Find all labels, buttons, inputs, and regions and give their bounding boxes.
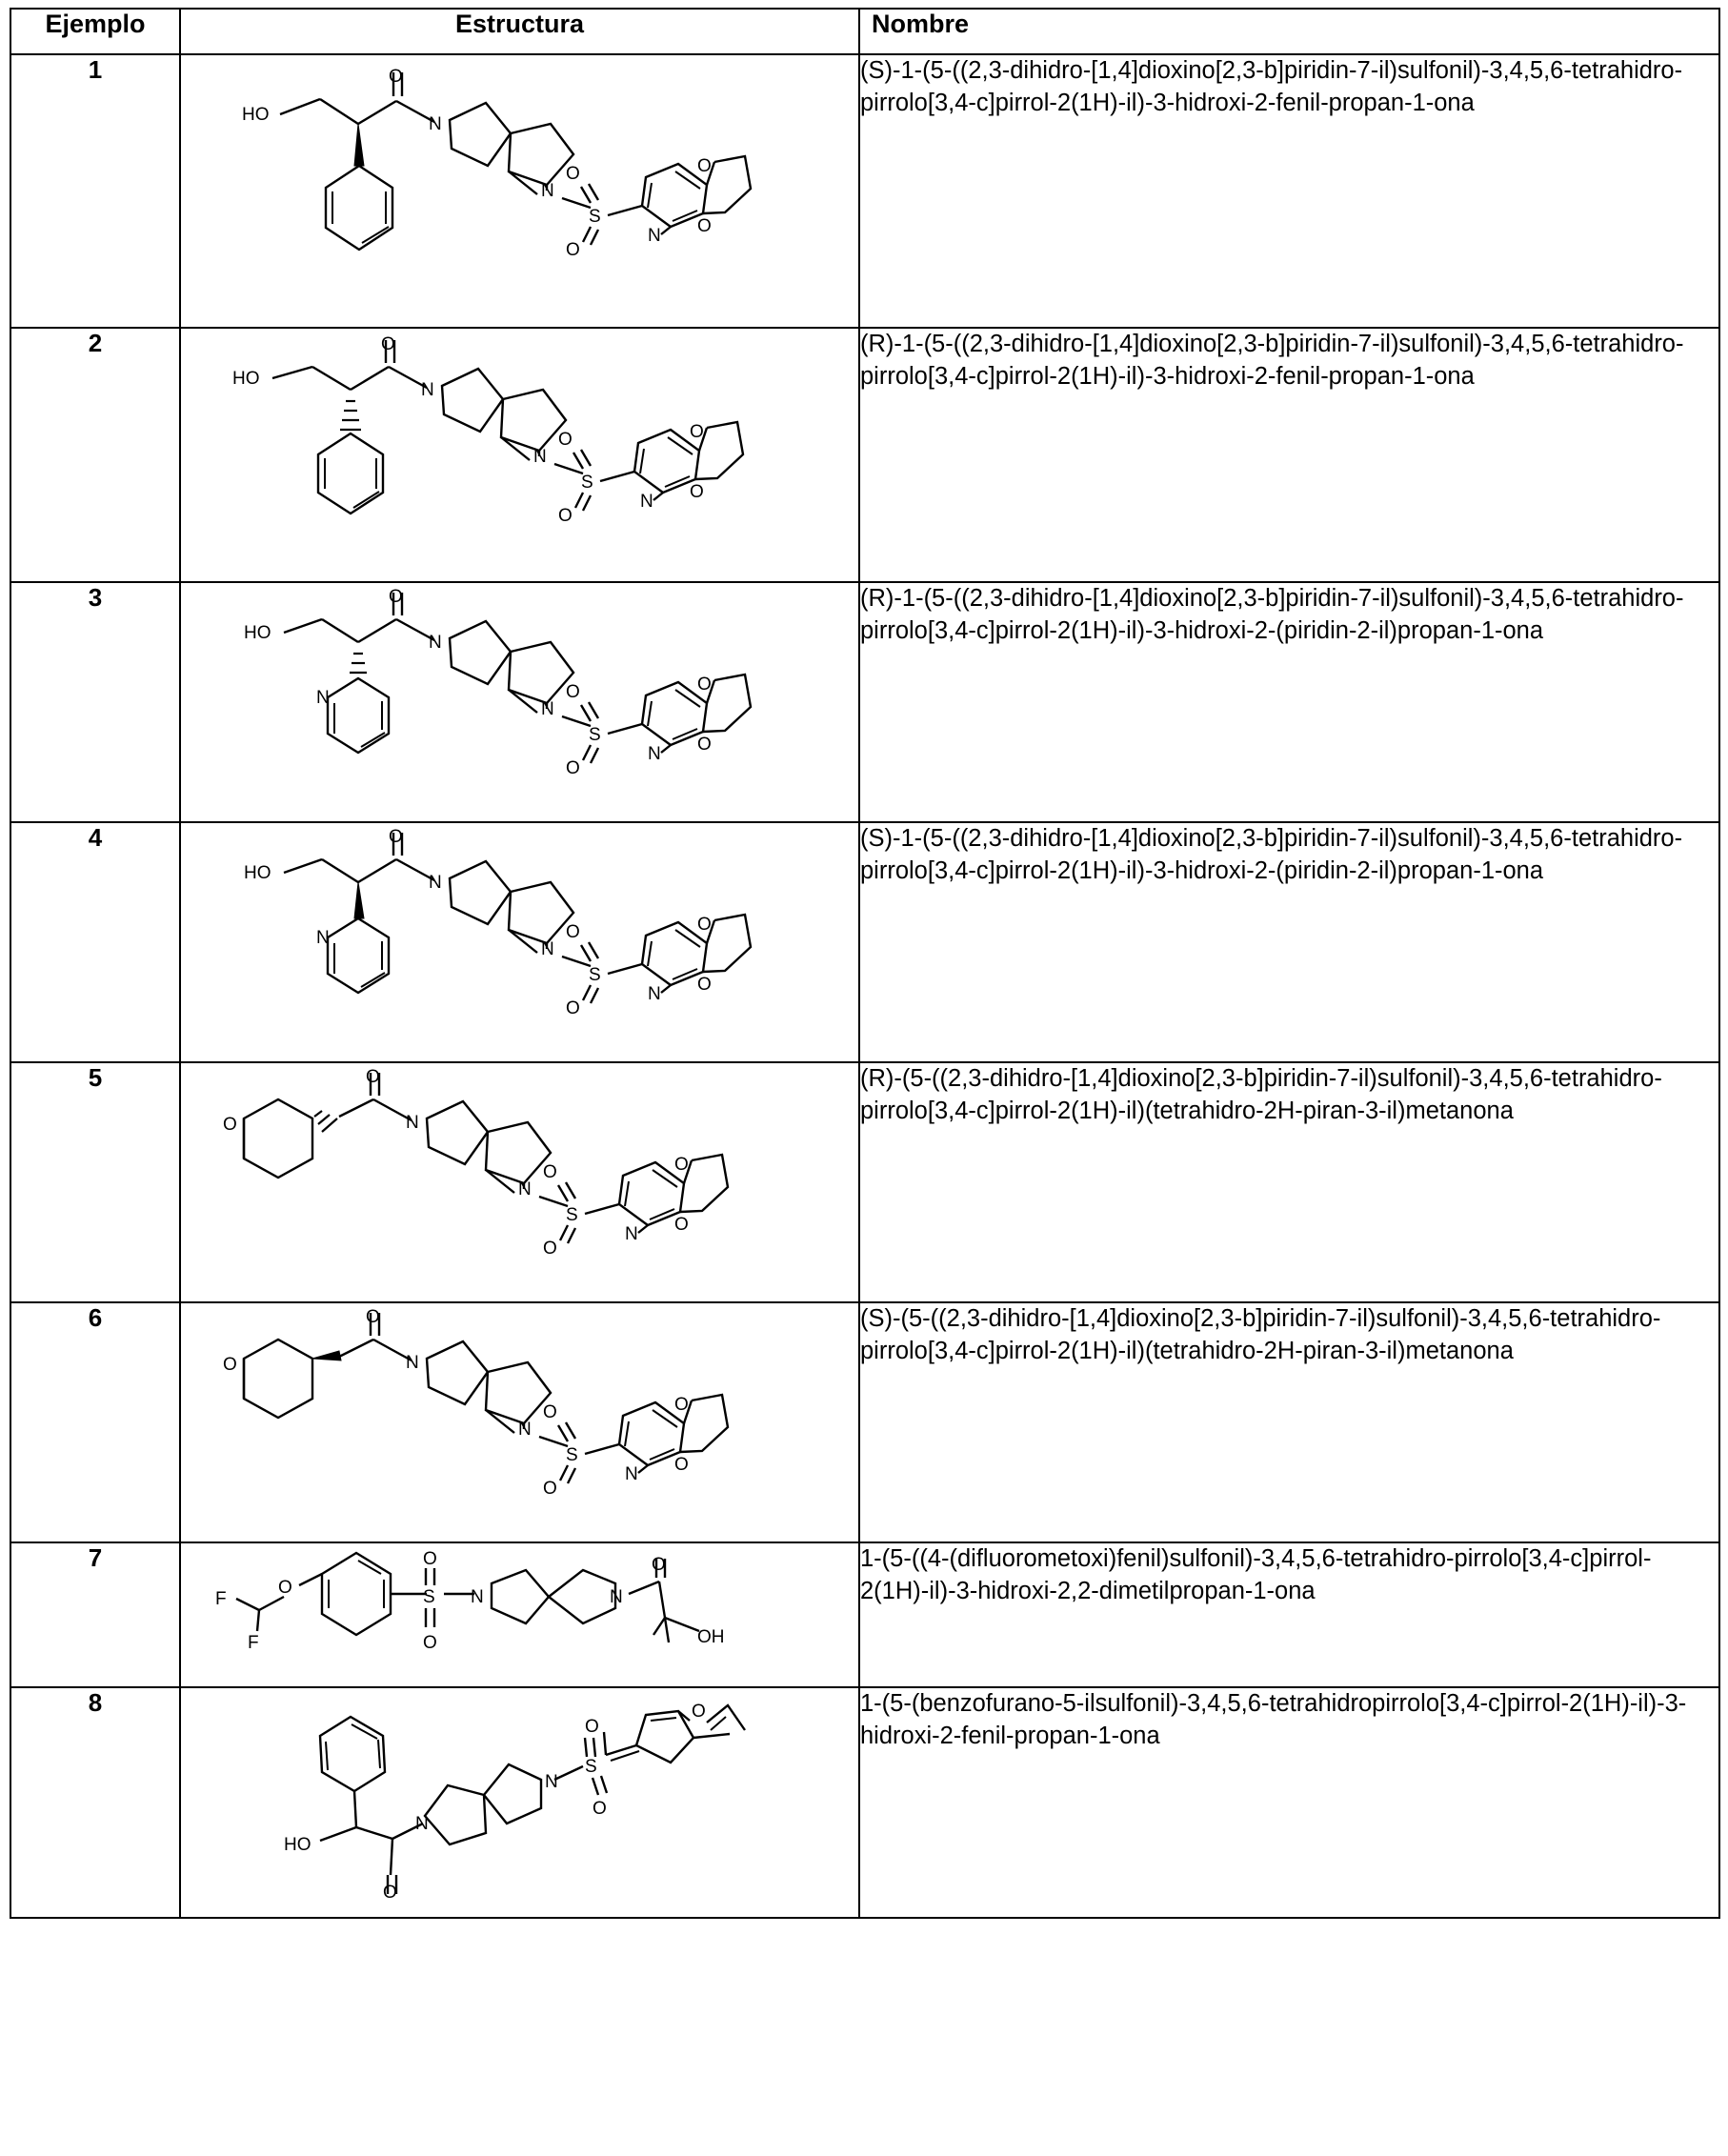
cell-nombre: (S)-1-(5-((2,3-dihidro-[1,4]dioxino[2,3-b]piridin-7-il)sulfonil)-3,4,5,6-tetrahidro-pirrolo[3,4-c]pirrol-2(1H)-il)-3-hidroxi-2-fenil-propan-1-ona <box>859 54 1719 328</box>
atom-label-n-pyridine: N <box>647 744 661 764</box>
atom-label-s: S <box>588 207 601 227</box>
atom-label-o-ring2: O <box>673 1215 689 1235</box>
cell-estructura <box>180 1687 859 1918</box>
atom-label-n1: N <box>428 114 442 134</box>
structure-diagram-4 <box>181 823 858 1061</box>
structure-diagram-2 <box>181 329 858 581</box>
cell-estructura <box>180 582 859 822</box>
stereo-hash <box>314 1111 337 1132</box>
cell-estructura <box>180 328 859 582</box>
atom-label-n-pyridine: N <box>639 492 653 512</box>
atom-label-s: S <box>584 1757 597 1777</box>
table-row <box>10 1542 1719 1687</box>
atom-label-o-ring1: O <box>696 915 712 935</box>
molecule-svg <box>206 1543 834 1686</box>
atom-label-o-s2: O <box>542 1239 557 1259</box>
atom-label-o-ring2: O <box>696 735 712 755</box>
atom-label-n1: N <box>405 1113 419 1133</box>
cell-nombre: (R)-1-(5-((2,3-dihidro-[1,4]dioxino[2,3-b]piridin-7-il)sulfonil)-3,4,5,6-tetrahidro-pirrolo[3,4-c]pirrol-2(1H)-il)-3-hidroxi-2-fenil-propan-1-ona <box>859 328 1719 582</box>
atom-label-o-s2: O <box>542 1479 557 1499</box>
header-nombre: Nombre <box>859 9 1719 54</box>
atom-label-o-s2: O <box>565 240 580 260</box>
atom-label-n-py-left: N <box>315 688 330 708</box>
atom-label-f2: F <box>247 1633 259 1653</box>
atom-label-n-pyridine: N <box>647 226 661 246</box>
atom-label-n1: N <box>428 873 442 893</box>
cell-nombre: (S)-1-(5-((2,3-dihidro-[1,4]dioxino[2,3-b]piridin-7-il)sulfonil)-3,4,5,6-tetrahidro-pirrolo[3,4-c]pirrol-2(1H)-il)-3-hidroxi-2-(piridin-2-il)propan-1-ona <box>859 822 1719 1062</box>
header-estructura: Estructura <box>180 9 859 54</box>
stereo-hash <box>350 654 367 673</box>
cell-nombre: (S)-(5-((2,3-dihidro-[1,4]dioxino[2,3-b]piridin-7-il)sulfonil)-3,4,5,6-tetrahidro-pirrolo[3,4-c]pirrol-2(1H)-il)(tetrahidro-2H-piran-3-il)metanona <box>859 1302 1719 1542</box>
cell-nombre: (R)-(5-((2,3-dihidro-[1,4]dioxino[2,3-b]piridin-7-il)sulfonil)-3,4,5,6-tetrahidro-pirrolo[3,4-c]pirrol-2(1H)-il)(tetrahidro-2H-piran-3-il)metanona <box>859 1062 1719 1302</box>
atom-label-ho: HO <box>243 623 271 643</box>
atom-label-n-pyridine: N <box>624 1464 638 1484</box>
atom-label-o-ring1: O <box>696 156 712 176</box>
cell-estructura <box>180 1062 859 1302</box>
atom-label-s: S <box>588 725 601 745</box>
molecule-svg <box>206 583 834 821</box>
atom-label-s: S <box>422 1587 435 1607</box>
cell-ejemplo: 1 <box>10 54 180 328</box>
atom-label-o-s1: O <box>422 1549 437 1569</box>
atom-label-o-carbonyl: O <box>388 827 403 847</box>
atom-label-n2: N <box>532 447 547 467</box>
atom-label-o-carbonyl: O <box>388 67 403 87</box>
atom-label-n1: N <box>420 380 434 400</box>
table-row <box>10 822 1719 1062</box>
atom-label-o-s2: O <box>592 1799 607 1819</box>
atom-label-o-ether: O <box>277 1578 292 1598</box>
cell-nombre: 1-(5-((4-(difluorometoxi)fenil)sulfonil)-3,4,5,6-tetrahidro-pirrolo[3,4-c]pirrol-2(1H)-il)-3-hidroxi-2,2-dimetilpropan-1-ona <box>859 1542 1719 1687</box>
atom-label-n-py-left: N <box>315 928 330 948</box>
atom-label-n2: N <box>544 1772 558 1792</box>
atom-label-o-ring1: O <box>696 675 712 695</box>
atom-label-n1: N <box>470 1587 484 1607</box>
atom-label-o-s2: O <box>565 758 580 778</box>
atom-label-o-s1: O <box>557 430 573 450</box>
atom-label-o-s1: O <box>565 922 580 942</box>
structure-diagram-3 <box>181 583 858 821</box>
table-row <box>10 328 1719 582</box>
cell-ejemplo: 2 <box>10 328 180 582</box>
atom-label-s: S <box>565 1205 578 1225</box>
table-row <box>10 582 1719 822</box>
cell-nombre: (R)-1-(5-((2,3-dihidro-[1,4]dioxino[2,3-b]piridin-7-il)sulfonil)-3,4,5,6-tetrahidro-pirrolo[3,4-c]pirrol-2(1H)-il)-3-hidroxi-2-(piridin-2-il)propan-1-ona <box>859 582 1719 822</box>
atom-label-n1: N <box>405 1353 419 1373</box>
atom-label-ho: HO <box>243 863 271 883</box>
atom-label-ho: HO <box>231 369 259 389</box>
compound-table <box>10 8 1720 1919</box>
molecule-svg <box>206 1688 834 1917</box>
atom-label-o-carbonyl: O <box>380 334 395 354</box>
atom-label-o-s2: O <box>422 1633 437 1653</box>
cell-ejemplo: 4 <box>10 822 180 1062</box>
atom-label-o-s2: O <box>557 506 573 526</box>
atom-label-n2: N <box>517 1179 532 1199</box>
atom-label-n2: N <box>540 699 554 719</box>
table-row <box>10 1302 1719 1542</box>
atom-label-o-carbonyl: O <box>365 1067 380 1087</box>
atom-label-f1: F <box>214 1589 227 1609</box>
table-header-row <box>10 9 1719 54</box>
atom-label-o-ring2: O <box>696 975 712 995</box>
table-row <box>10 1687 1719 1918</box>
structure-diagram-8 <box>181 1688 858 1917</box>
table-row <box>10 54 1719 328</box>
atom-label-o-s1: O <box>542 1402 557 1422</box>
atom-label-o-s1: O <box>542 1162 557 1182</box>
atom-label-n2: N <box>540 939 554 959</box>
stereo-hash <box>340 401 361 430</box>
cell-estructura <box>180 54 859 328</box>
molecule-svg <box>206 55 834 327</box>
atom-label-o-s2: O <box>565 998 580 1018</box>
cell-estructura <box>180 1302 859 1542</box>
table-body <box>10 54 1719 1918</box>
cell-estructura <box>180 1542 859 1687</box>
atom-label-n1: N <box>414 1814 429 1834</box>
structure-diagram-6 <box>181 1303 858 1541</box>
atom-label-o-ring1: O <box>689 422 704 442</box>
atom-label-o-ring1: O <box>673 1155 689 1175</box>
atom-label-n2: N <box>609 1587 623 1607</box>
cell-ejemplo: 3 <box>10 582 180 822</box>
table-row <box>10 1062 1719 1302</box>
cell-ejemplo: 6 <box>10 1302 180 1542</box>
cell-ejemplo: 7 <box>10 1542 180 1687</box>
atom-label-n-pyridine: N <box>624 1224 638 1244</box>
cell-ejemplo: 5 <box>10 1062 180 1302</box>
structure-diagram-1 <box>181 55 858 327</box>
molecule-svg <box>206 1063 834 1301</box>
atom-label-o-pyran: O <box>222 1355 237 1375</box>
atom-label-ho: HO <box>241 105 269 125</box>
atom-label-s: S <box>580 473 593 493</box>
atom-label-o-ring1: O <box>673 1395 689 1415</box>
atom-label-s: S <box>565 1445 578 1465</box>
atom-label-o-carbonyl: O <box>365 1307 380 1327</box>
table-header <box>10 9 1719 54</box>
structure-diagram-5 <box>181 1063 858 1301</box>
molecule-svg <box>206 1303 834 1541</box>
atom-label-n2: N <box>517 1420 532 1440</box>
atom-label-ho: HO <box>283 1835 311 1855</box>
atom-label-s: S <box>588 965 601 985</box>
atom-label-o-s1: O <box>565 682 580 702</box>
atom-label-o-carbonyl: O <box>651 1555 666 1575</box>
atom-label-o-pyran: O <box>222 1115 237 1135</box>
atom-label-o-s1: O <box>565 164 580 184</box>
cell-estructura <box>180 822 859 1062</box>
atom-label-o-ring2: O <box>696 216 712 236</box>
molecule-svg <box>206 823 834 1061</box>
atom-label-o-carbonyl: O <box>382 1883 397 1903</box>
atom-label-o-carbonyl: O <box>388 587 403 607</box>
atom-label-n1: N <box>428 633 442 653</box>
atom-label-o-furan: O <box>691 1702 706 1722</box>
cell-ejemplo: 8 <box>10 1687 180 1918</box>
atom-label-o-s1: O <box>584 1717 599 1737</box>
atom-label-o-ring2: O <box>689 482 704 502</box>
cell-nombre: 1-(5-(benzofurano-5-ilsulfonil)-3,4,5,6-tetrahidropirrolo[3,4-c]pirrol-2(1H)-il)-3-hidroxi-2-fenil-propan-1-ona <box>859 1687 1719 1918</box>
molecule-svg <box>206 329 834 581</box>
atom-label-n2: N <box>540 181 554 201</box>
header-ejemplo: Ejemplo <box>10 9 180 54</box>
atom-label-oh: OH <box>696 1627 724 1647</box>
structure-diagram-7 <box>181 1543 858 1686</box>
atom-label-n-pyridine: N <box>647 984 661 1004</box>
atom-label-o-ring2: O <box>673 1455 689 1475</box>
